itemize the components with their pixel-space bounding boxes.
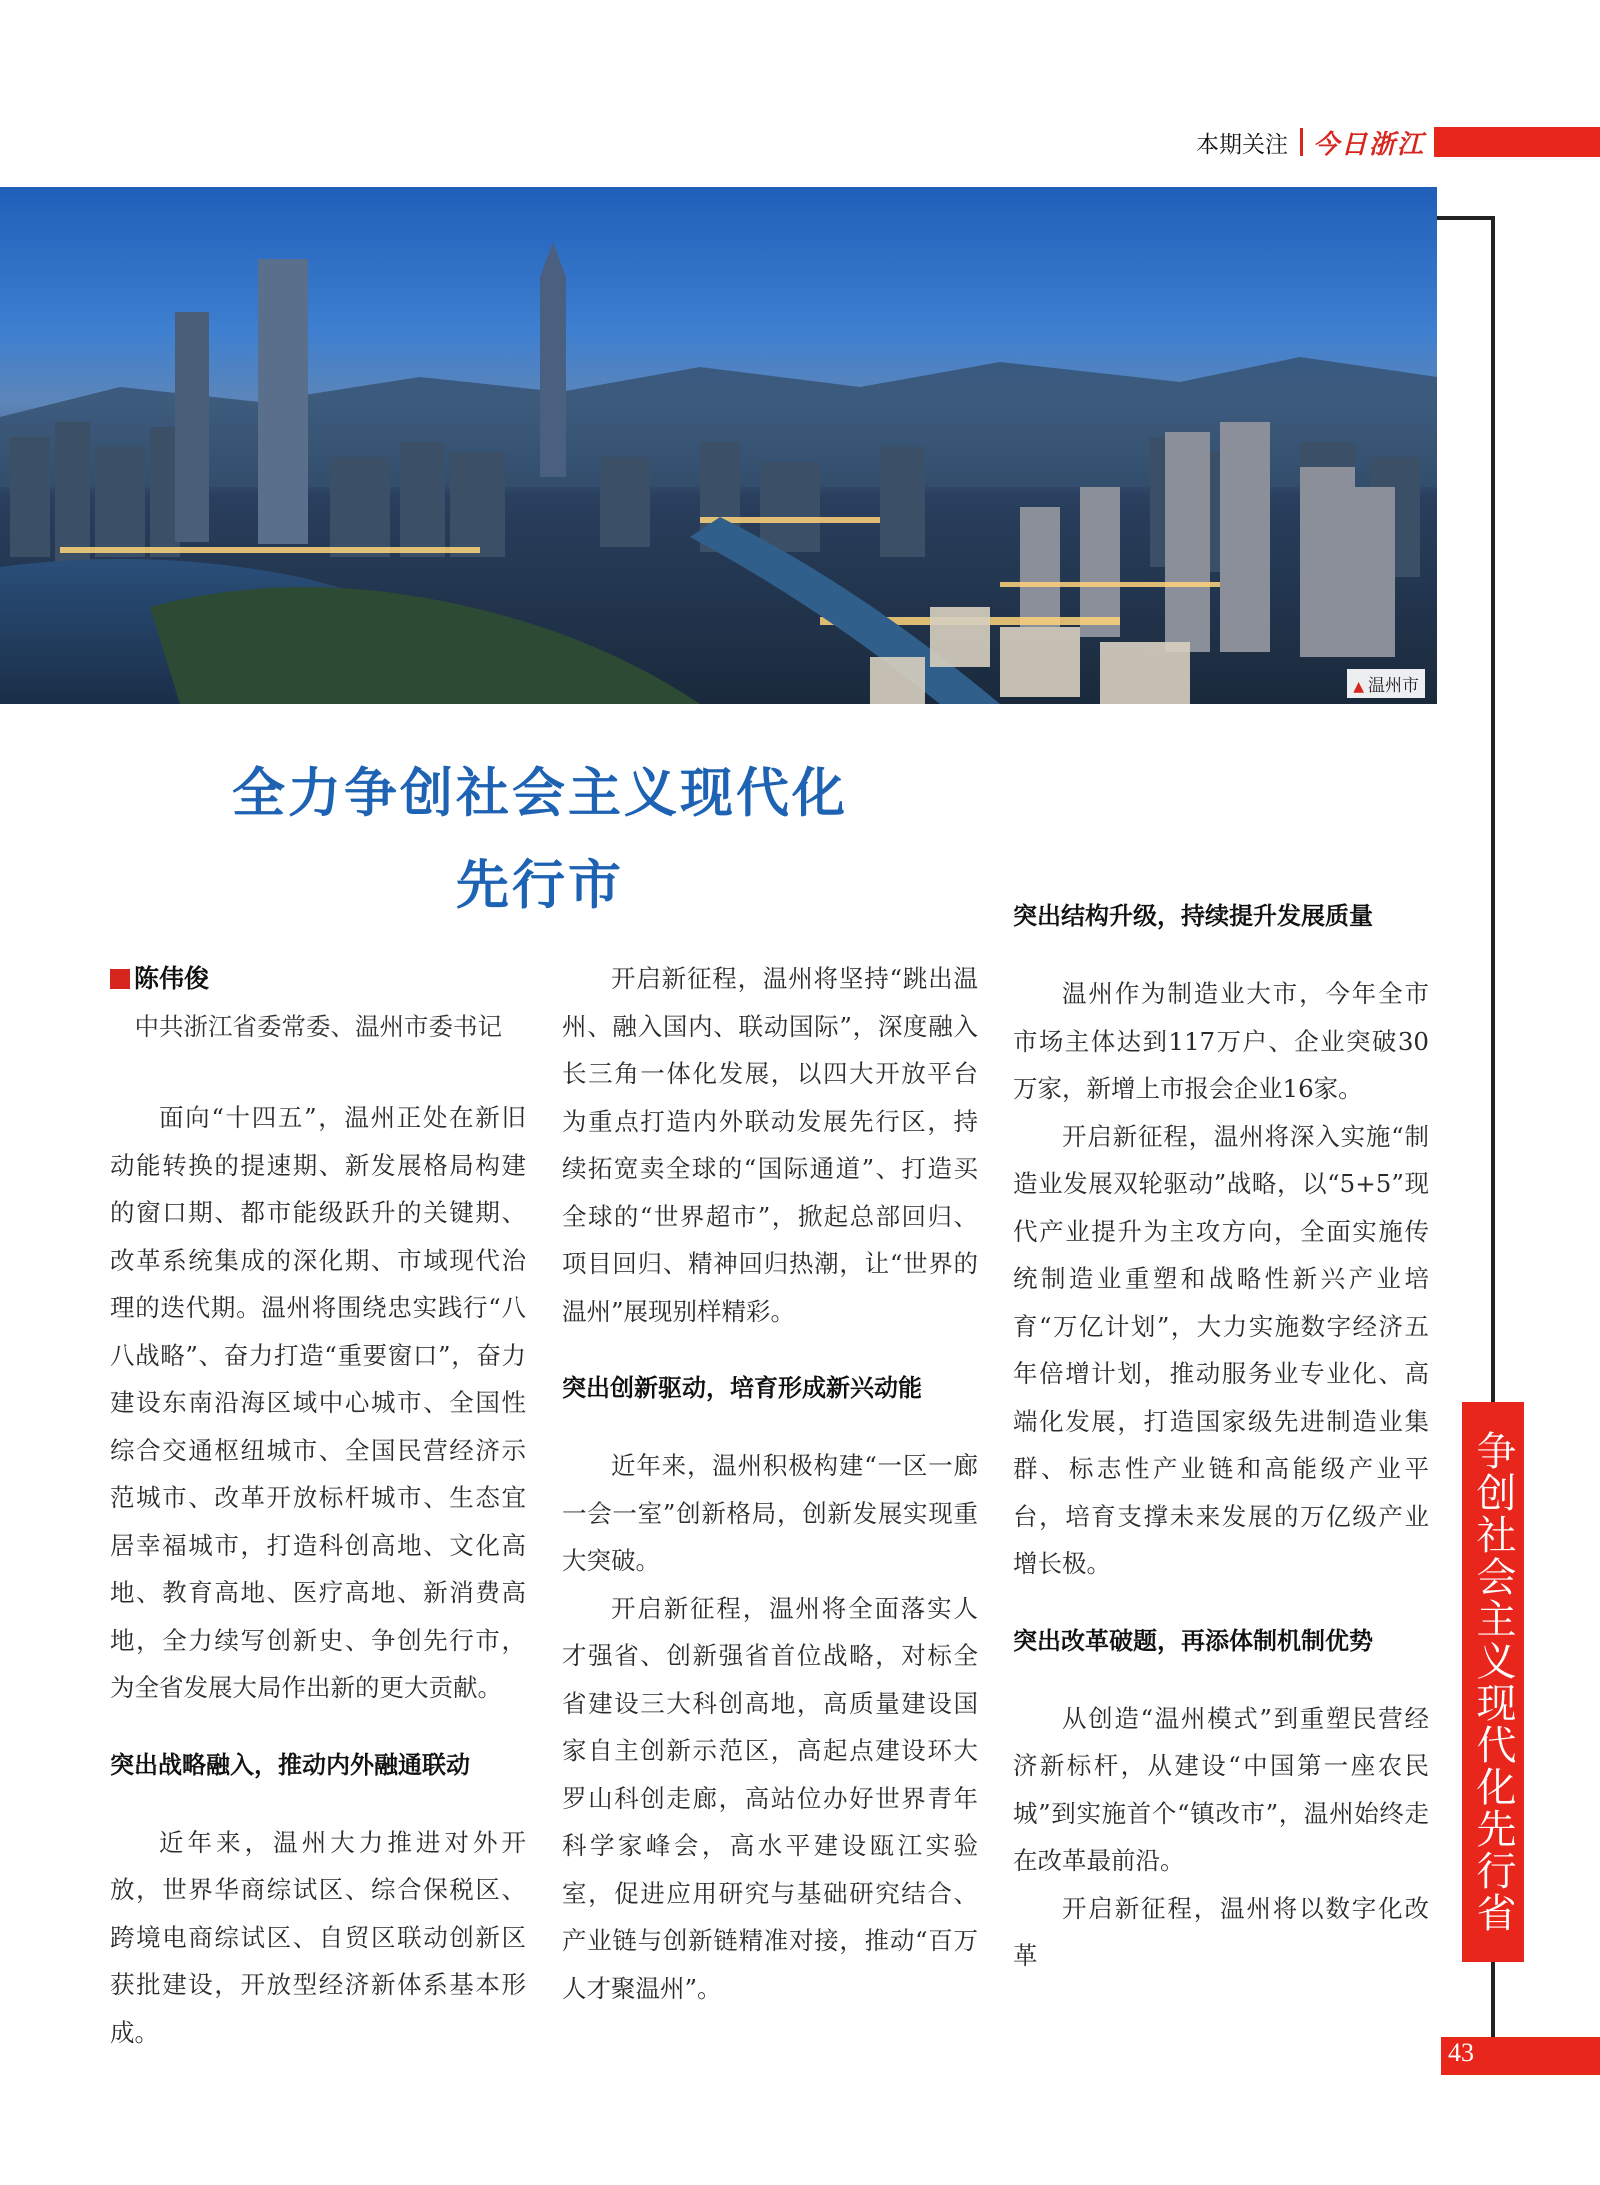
section-heading-1: 突出战略融入，推动内外融通联动 xyxy=(110,1750,470,1779)
section-heading-4: 突出改革破题，再添体制机制优势 xyxy=(1013,1626,1373,1655)
frame-line-top xyxy=(1437,216,1495,220)
side-topic-text: 争创社会主义现代化先行省 xyxy=(1470,1430,1516,1934)
article-title xyxy=(110,748,970,932)
section-1-paragraph-1: 近年来，温州大力推进对外开放，世界华商综试区、综合保税区、跨境电商综试区、自贸区联动创新区获批建设，开放型经济新体系基本形成。 xyxy=(110,1827,526,2047)
spacer xyxy=(562,1412,978,1442)
section-3-paragraph-1: 温州作为制造业大市，今年全市市场主体达到117万户、企业突破30万家，新增上市报会企业16家。 xyxy=(1013,979,1429,1103)
author-line xyxy=(110,955,526,1003)
title-line-1: 全力争创社会主义现代化 xyxy=(232,763,848,824)
title-line-2: 先行市 xyxy=(456,855,624,916)
spacer xyxy=(110,1712,526,1742)
caption-text: 温州市 xyxy=(1368,676,1419,696)
running-header xyxy=(1196,126,1425,158)
section-2-paragraph-2: 开启新征程，温州将全面落实人才强省、创新强省首位战略，对标全省建设三大科创高地，高质量建设国家自主创新示范区，高起点建设环大罗山科创走廊，高站位办好世界青年科学家峰会，高水平建设瓯江实验室，促进应用研究与基础研究结合、产业链与创新链精准对接，推动“百万人才聚温州”。 xyxy=(562,1593,978,2003)
header-divider xyxy=(1300,128,1303,156)
spacer xyxy=(110,1789,526,1819)
column-1 xyxy=(110,955,526,2056)
spacer xyxy=(1013,743,1429,893)
spacer xyxy=(1013,1588,1429,1618)
photo-caption xyxy=(1347,669,1425,698)
section-heading-2: 突出创新驱动，培育形成新兴动能 xyxy=(562,1374,922,1402)
section-3-paragraph-2: 开启新征程，温州将深入实施“制造业发展双轮驱动”战略，以“5+5”现代产业提升为主攻方向，全面实施传统制造业重塑和战略性新兴产业培育“万亿计划”，大力实施数字经济五年倍增计划，推动服务业专业化、高端化发展，打造国家级先进制造业集群、标志性产业链和高能级产业平台，培育支撑未来发展的万亿级产业增长极。 xyxy=(1013,1121,1429,1578)
section-4-paragraph-2: 开启新征程，温州将以数字化改革 xyxy=(1013,1893,1429,1970)
column-3 xyxy=(1013,743,1429,1980)
section-heading-3: 突出结构升级，持续提升发展质量 xyxy=(1013,902,1373,930)
intro-paragraph: 面向“十四五”，温州正处在新旧动能转换的提速期、新发展格局构建的窗口期、都市能级跃升的关键期、改革系统集成的深化期、市域现代治理的迭代期。温州将围绕忠实践行“八八战略”、奋力打造“重要窗口”，奋力建设东南沿海区域中心城市、全国性综合交通枢纽城市、全国民营经济示范城市、改革开放标杆城市、生态宜居幸福城市，打造科创高地、文化高地、教育高地、医疗高地、新消费高地，全力续写创新史、争创先行市，为全省发展大局作出新的更大贡献。 xyxy=(110,1103,526,1702)
triangle-icon: ▲ xyxy=(1353,679,1364,695)
spacer xyxy=(1013,1665,1429,1695)
frame-line-vertical xyxy=(1491,216,1495,1402)
page-number: 43 xyxy=(1448,2038,1474,2067)
side-topic-tab xyxy=(1462,1402,1524,1962)
section-label: 本期关注 xyxy=(1196,131,1288,158)
spacer xyxy=(562,1335,978,1365)
spacer xyxy=(110,1050,526,1094)
spacer xyxy=(1013,940,1429,970)
section-1-paragraph-2: 开启新征程，温州将坚持“跳出温州、融入国内、联动国际”，深度融入长三角一体化发展，以四大开放平台为重点打造内外联动发展先行区，持续拓宽卖全球的“国际通道”、打造买全球的“世界超市”，掀起总部回归、项目回归、精神回归热潮，让“世界的温州”展现别样精彩。 xyxy=(562,964,978,1326)
header-red-bar xyxy=(1434,127,1600,157)
city-night-photo xyxy=(0,187,1437,704)
square-icon xyxy=(110,969,130,989)
section-2-paragraph-1: 近年来，温州积极构建“一区一廊一会一室”创新格局，创新发展实现重大突破。 xyxy=(562,1451,978,1575)
magazine-logo: 今日浙江 xyxy=(1313,129,1426,160)
column-2 xyxy=(562,955,978,2012)
city-skyline-illustration xyxy=(0,187,1437,704)
section-4-paragraph-1: 从创造“温州模式”到重塑民营经济新标杆，从建设“中国第一座农民城”到实施首个“镇改市”，温州始终走在改革最前沿。 xyxy=(1013,1703,1429,1875)
author-name: 陈伟俊 xyxy=(134,964,210,993)
author-title: 中共浙江省委常委、温州市委书记 xyxy=(134,1011,502,1041)
